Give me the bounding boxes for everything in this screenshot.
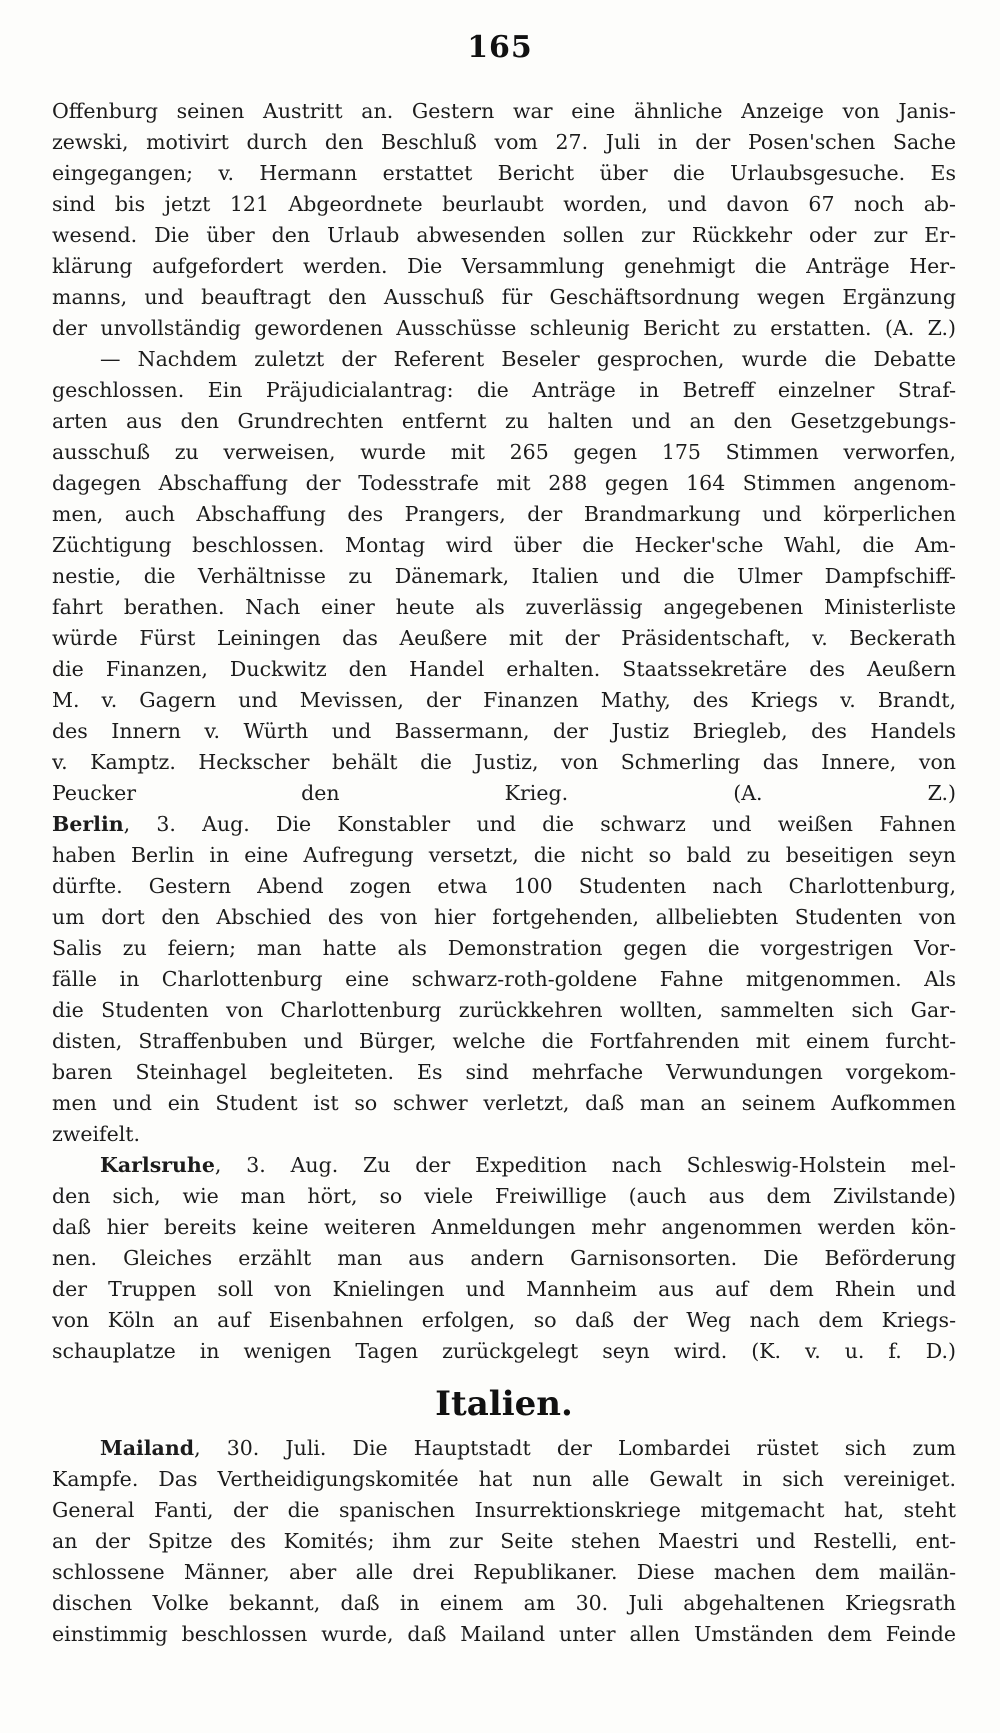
text-line: arten aus den Grundrechten entfernt zu halten und an den Gesetzgebungs- — [52, 409, 956, 433]
dateline-berlin: Berlin — [52, 812, 124, 836]
text-line: dürfte. Gestern Abend zogen etwa 100 Studenten nach Charlottenburg, — [52, 874, 956, 898]
text-line: v. Kamptz. Heckscher behält die Justiz, von Schmerling das Innere, von — [52, 750, 956, 774]
text-line: nestie, die Verhältnisse zu Dänemark, Italien und die Ulmer Dampfschiff- — [52, 564, 956, 588]
text-line: an der Spitze des Komités; ihm zur Seite stehen Maestri und Restelli, ent- — [52, 1529, 956, 1553]
text-line: zweifelt. — [52, 1122, 141, 1146]
text-line: men, auch Abschaffung des Prangers, der Brandmarkung und körperlichen — [52, 502, 956, 526]
text-line: manns, und beauftragt den Ausschuß für Geschäftsordnung wegen Ergänzung — [52, 285, 956, 309]
text-line: M. v. Gagern und Mevissen, der Finanzen Mathy, des Kriegs v. Brandt, — [52, 688, 956, 712]
text-line: der Truppen soll von Knielingen und Mannheim aus auf dem Rhein und — [52, 1277, 956, 1301]
dateline-mailand: Mailand — [100, 1436, 195, 1460]
text-line: sind bis jetzt 121 Abgeordnete beurlaubt worden, und davon 67 noch ab- — [52, 192, 956, 216]
text-line: Offenburg seinen Austritt an. Gestern war eine ähnliche Anzeige von Janis- — [52, 99, 956, 123]
paragraph-debate — [52, 344, 956, 809]
article-karlsruhe — [52, 1150, 956, 1367]
text-line: General Fanti, der die spanischen Insurrektionskriege mitgemacht hat, steht — [52, 1498, 956, 1522]
text-line: fälle in Charlottenburg eine schwarz-roth-goldene Fahne mitgenommen. Als — [52, 967, 956, 991]
article-berlin — [52, 809, 956, 1150]
text-line: zewski, motivirt durch den Beschluß vom 27. Juli in der Posen'schen Sache — [52, 130, 956, 154]
article-mailand — [52, 1433, 956, 1650]
page-number: 165 — [467, 30, 533, 65]
text-line: ausschuß zu verweisen, wurde mit 265 gegen 175 Stimmen verworfen, — [52, 440, 956, 464]
text-line: klärung aufgefordert werden. Die Versammlung genehmigt die Anträge Her- — [52, 254, 956, 278]
text-line: dagegen Abschaffung der Todesstrafe mit 288 gegen 164 Stimmen angenom- — [52, 471, 956, 495]
text-line: eingegangen; v. Hermann erstattet Bericht über die Urlaubsgesuche. Es — [52, 161, 956, 185]
text-line: Kampfe. Das Vertheidigungskomitée hat nun alle Gewalt in sich vereiniget. — [52, 1467, 956, 1491]
text-line: fahrt berathen. Nach einer heute als zuverlässig angegebenen Ministerliste — [52, 595, 956, 619]
text-line: nen. Gleiches erzählt man aus andern Garnisonsorten. Die Beförderung — [52, 1246, 956, 1270]
text-line: der unvollständig gewordenen Ausschüsse schleunig Bericht zu erstatten. (A. Z.) — [52, 316, 956, 340]
paragraph-frankfurt-assembly — [52, 96, 956, 344]
text-line: disten, Straffenbuben und Bürger, welche die Fortfahrenden mit einem furcht- — [52, 1029, 956, 1053]
text-line: Mailand, 30. Juli. Die Hauptstadt der Lombardei rüstet sich zum — [100, 1436, 956, 1460]
text-line: wesend. Die über den Urlaub abwesenden sollen zur Rückkehr oder zur Er- — [52, 223, 956, 247]
text-line: Salis zu feiern; man hatte als Demonstration gegen die vorgestrigen Vor- — [52, 936, 956, 960]
text-line: Karlsruhe, 3. Aug. Zu der Expedition nach Schleswig-Holstein mel- — [100, 1153, 956, 1177]
text-line: daß hier bereits keine weiteren Anmeldungen mehr angenommen werden kön- — [52, 1215, 956, 1239]
text-line: einstimmig beschlossen wurde, daß Mailand unter allen Umständen dem Feinde — [52, 1622, 956, 1646]
text-line: baren Steinhagel begleiteten. Es sind mehrfache Verwundungen vorgekom- — [52, 1060, 956, 1084]
text-line: Berlin, 3. Aug. Die Konstabler und die schwarz und weißen Fahnen — [52, 812, 956, 836]
text-line: die Studenten von Charlottenburg zurückkehren wollten, sammelten sich Gar- — [52, 998, 956, 1022]
text-line: um dort den Abschied des von hier fortgehenden, allbeliebten Studenten von — [52, 905, 956, 929]
text-line: des Innern v. Würth und Bassermann, der Justiz Briegleb, des Handels — [52, 719, 956, 743]
text-line: Peucker den Krieg. (A. Z.) — [52, 781, 956, 805]
text-line: von Köln an auf Eisenbahnen erfolgen, so daß der Weg nach dem Kriegs- — [52, 1308, 956, 1332]
text-line: würde Fürst Leiningen das Aeußere mit der Präsidentschaft, v. Beckerath — [52, 626, 956, 650]
text-column — [52, 96, 956, 1650]
text-line: Züchtigung beschlossen. Montag wird über die Hecker'sche Wahl, die Am- — [52, 533, 956, 557]
text-line: men und ein Student ist so schwer verletzt, daß man an seinem Aufkommen — [52, 1091, 956, 1115]
text-line: den sich, wie man hört, so viele Freiwillige (auch aus dem Zivilstande) — [52, 1184, 956, 1208]
text-line: — Nachdem zuletzt der Referent Beseler gesprochen, wurde die Debatte — [100, 347, 956, 371]
section-heading-italien: Italien. — [435, 1384, 573, 1424]
dateline-karlsruhe: Karlsruhe — [100, 1153, 215, 1177]
text-line: die Finanzen, Duckwitz den Handel erhalten. Staatssekretäre des Aeußern — [52, 657, 956, 681]
text-line: dischen Volke bekannt, daß in einem am 30. Juli abgehaltenen Kriegsrath — [52, 1591, 956, 1615]
text-line: schauplatze in wenigen Tagen zurückgelegt seyn wird. (K. v. u. f. D.) — [52, 1339, 956, 1363]
text-line: schlossene Männer, aber alle drei Republikaner. Diese machen dem mailän- — [52, 1560, 956, 1584]
text-line: geschlossen. Ein Präjudicialantrag: die Anträge in Betreff einzelner Straf- — [52, 378, 956, 402]
text-line: haben Berlin in eine Aufregung versetzt, die nicht so bald zu beseitigen seyn — [52, 843, 956, 867]
